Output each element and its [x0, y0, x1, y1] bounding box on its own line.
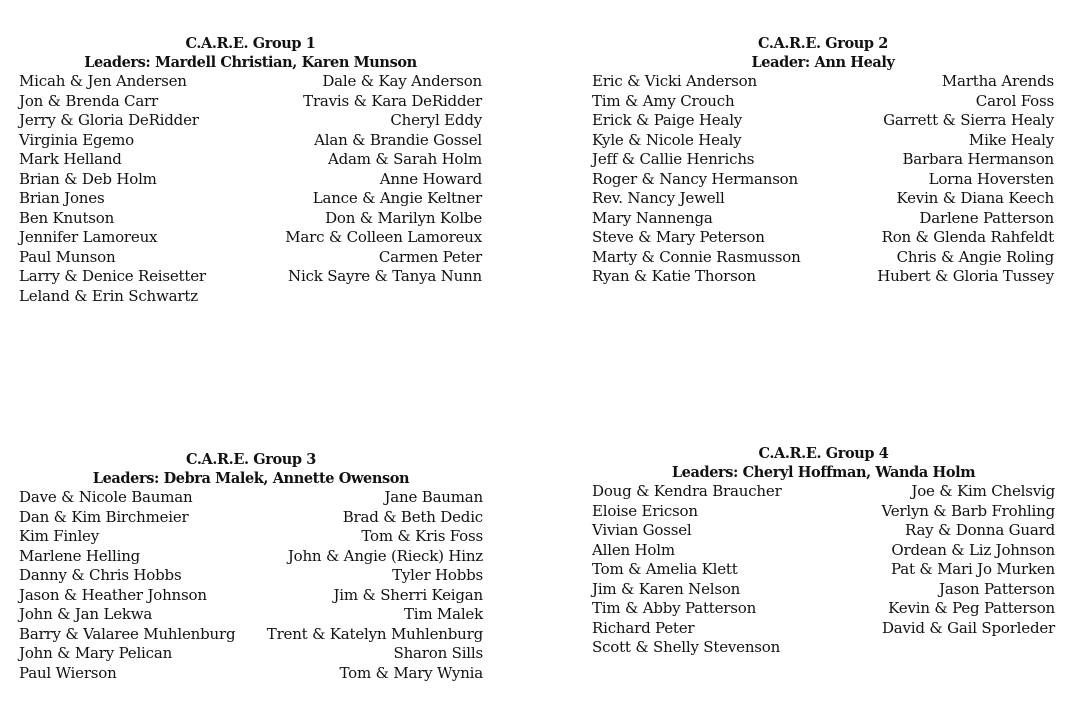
member-name: Ron & Glenda Rahfeldt: [881, 228, 1054, 246]
member-name: Jeff & Callie Henrichs: [592, 150, 755, 168]
member-columns: [592, 482, 1055, 658]
member-name: Eric & Vicki Anderson: [592, 72, 757, 90]
member-name: Dan & Kim Birchmeier: [19, 507, 189, 526]
member-name: Richard Peter: [592, 618, 695, 637]
member-name: Jennifer Lamoreux: [19, 228, 158, 246]
members-left-column: [19, 488, 235, 683]
group-title: C.A.R.E. Group 2: [758, 35, 888, 52]
care-group-3: [19, 450, 483, 683]
member-name: Travis & Kara DeRidder: [303, 91, 482, 110]
member-name: Roger & Nancy Hermanson: [592, 169, 798, 188]
member-name: Dave & Nicole Bauman: [19, 488, 193, 506]
member-name: Tom & Amelia Klett: [592, 560, 738, 578]
member-name: Hubert & Gloria Tussey: [877, 267, 1054, 285]
member-name: Jerry & Gloria DeRidder: [19, 111, 199, 129]
member-name: Lance & Angie Keltner: [312, 189, 482, 207]
member-name: Jon & Brenda Carr: [19, 91, 158, 110]
group-title: C.A.R.E. Group 4: [758, 445, 889, 462]
member-name: Kim Finley: [19, 527, 100, 545]
member-name: Ordean & Liz Johnson: [891, 540, 1055, 559]
member-name: Scott & Shelly Stevenson: [592, 638, 781, 656]
care-group-1: [19, 34, 482, 306]
member-name: Vivian Gossel: [592, 521, 692, 539]
member-name: Jim & Sherri Keigan: [333, 585, 483, 604]
member-name: Micah & Jen Andersen: [19, 72, 187, 90]
group-leaders: Leaders: Mardell Christian, Karen Munson: [84, 54, 417, 71]
member-name: Jason & Heather Johnson: [19, 585, 207, 604]
member-name: Garrett & Sierra Healy: [883, 111, 1054, 129]
member-name: Sharon Sills: [393, 644, 483, 662]
member-name: Kyle & Nicole Healy: [592, 130, 742, 149]
member-name: Pat & Mari Jo Murken: [891, 560, 1055, 578]
member-name: Tim & Abby Patterson: [592, 599, 757, 617]
group-leaders: Leaders: Cheryl Hoffman, Wanda Holm: [671, 464, 976, 481]
member-name: Tim Malek: [403, 605, 483, 623]
member-name: John & Jan Lekwa: [19, 605, 153, 623]
member-name: Danny & Chris Hobbs: [19, 566, 182, 584]
group-leaders: Leader: Ann Healy: [751, 54, 895, 71]
member-name: Darlene Patterson: [919, 208, 1054, 227]
member-name: Paul Munson: [19, 247, 116, 266]
member-name: Anne Howard: [379, 169, 482, 188]
member-name: Marty & Connie Rasmusson: [592, 247, 801, 266]
members-right-column: [285, 72, 482, 306]
member-columns: [19, 488, 483, 683]
member-name: Brian Jones: [19, 189, 105, 207]
member-name: Nick Sayre & Tanya Nunn: [288, 267, 482, 285]
group-title: C.A.R.E. Group 3: [186, 451, 316, 468]
member-name: Alan & Brandie Gossel: [314, 130, 482, 149]
member-name: Carol Foss: [975, 91, 1054, 110]
members-right-column: [881, 482, 1055, 658]
member-name: Kevin & Diana Keech: [896, 189, 1054, 207]
members-right-column: [877, 72, 1054, 287]
member-name: Marlene Helling: [19, 546, 141, 565]
member-name: John & Angie (Rieck) Hinz: [287, 546, 483, 565]
member-name: Mary Nannenga: [592, 208, 713, 227]
member-name: Lorna Hoversten: [928, 169, 1054, 188]
members-left-column: [19, 72, 206, 306]
group-title: C.A.R.E. Group 1: [185, 35, 316, 52]
member-name: Adam & Sarah Holm: [328, 150, 482, 168]
member-name: Dale & Kay Anderson: [322, 72, 482, 90]
member-name: Steve & Mary Peterson: [592, 228, 765, 246]
member-name: Barry & Valaree Muhlenburg: [19, 624, 236, 643]
member-name: Tyler Hobbs: [392, 566, 483, 584]
members-left-column: [592, 72, 801, 287]
care-group-4: [592, 444, 1055, 658]
members-right-column: [267, 488, 483, 683]
member-name: Martha Arends: [941, 72, 1054, 90]
member-name: Verlyn & Barb Frohling: [881, 501, 1055, 520]
member-name: Cheryl Eddy: [390, 111, 482, 129]
member-name: Virginia Egemo: [19, 130, 134, 149]
member-name: Jim & Karen Nelson: [592, 579, 741, 598]
member-name: Brian & Deb Holm: [19, 169, 157, 188]
member-name: Leland & Erin Schwartz: [19, 286, 198, 305]
member-name: Mark Helland: [19, 150, 122, 168]
member-name: Rev. Nancy Jewell: [592, 189, 725, 207]
member-name: Barbara Hermanson: [902, 150, 1054, 168]
member-name: Marc & Colleen Lamoreux: [285, 228, 482, 246]
member-name: Eloise Ericson: [592, 501, 698, 520]
member-name: Erick & Paige Healy: [592, 111, 743, 129]
member-name: Brad & Beth Dedic: [342, 507, 483, 526]
member-name: Jane Bauman: [384, 488, 483, 506]
member-name: Ryan & Katie Thorson: [592, 267, 756, 285]
member-name: Tom & Mary Wynia: [339, 663, 483, 682]
member-name: Carmen Peter: [378, 247, 482, 266]
member-name: Tim & Amy Crouch: [592, 91, 735, 110]
members-left-column: [592, 482, 782, 658]
group-leaders: Leaders: Debra Malek, Annette Owenson: [92, 470, 410, 487]
member-name: Allen Holm: [592, 540, 675, 559]
member-name: John & Mary Pelican: [19, 644, 173, 662]
member-name: Don & Marilyn Kolbe: [325, 208, 482, 227]
member-name: Chris & Angie Roling: [896, 247, 1054, 266]
member-name: Ben Knutson: [19, 208, 115, 227]
member-name: Joe & Kim Chelsvig: [911, 482, 1055, 500]
member-name: David & Gail Sporleder: [881, 618, 1055, 637]
member-name: Mike Healy: [968, 130, 1054, 149]
care-group-2: [592, 34, 1054, 287]
member-name: Kevin & Peg Patterson: [888, 599, 1055, 617]
member-name: Paul Wierson: [19, 663, 117, 682]
member-name: Trent & Katelyn Muhlenburg: [266, 624, 483, 643]
member-name: Doug & Kendra Braucher: [592, 482, 782, 500]
member-columns: [592, 72, 1054, 287]
member-name: Larry & Denice Reisetter: [19, 267, 206, 285]
member-name: Jason Patterson: [939, 579, 1055, 598]
member-name: Ray & Donna Guard: [905, 521, 1055, 539]
member-columns: [19, 72, 482, 306]
member-name: Tom & Kris Foss: [361, 527, 483, 545]
